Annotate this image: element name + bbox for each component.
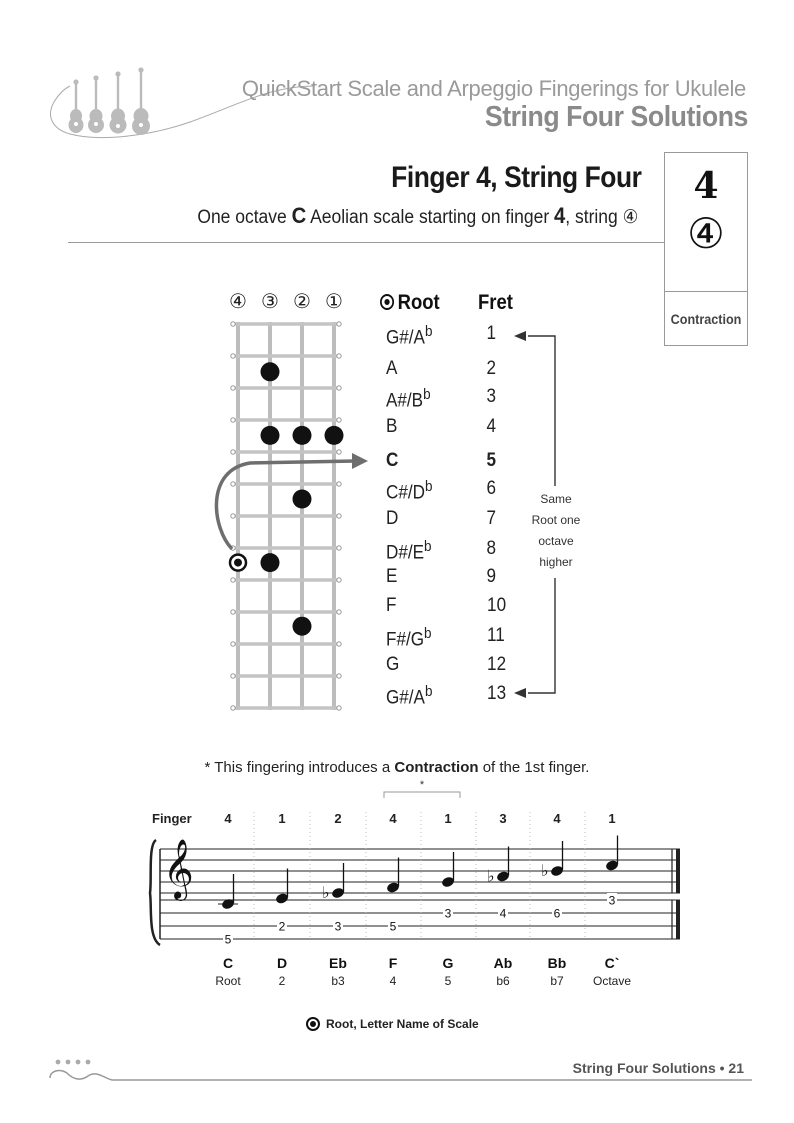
- note-name: D: [386, 508, 399, 529]
- fret-end: [231, 450, 235, 454]
- note-name: E: [386, 566, 398, 587]
- badge-string: ④: [687, 209, 725, 258]
- badge-finger: 4: [693, 165, 719, 207]
- fret-header: Fret: [478, 291, 513, 314]
- shift-arrowhead-icon: [352, 453, 368, 469]
- root-dot-center: [234, 559, 242, 567]
- finger-number: 4: [224, 811, 232, 826]
- scale-degree: 5: [444, 974, 452, 988]
- note-name: F: [386, 595, 397, 616]
- scale-note-name: Bb: [547, 955, 567, 971]
- fret-end: [337, 642, 341, 646]
- note-name: $C\#/D^b$: [386, 478, 433, 504]
- finger-number: 3: [499, 811, 507, 826]
- tab-number: 3: [444, 906, 452, 921]
- finger-row-label: Finger: [152, 811, 192, 826]
- legend: Root, Letter Name of Scale: [306, 1017, 479, 1031]
- root-marker-icon: [380, 294, 394, 310]
- fret-end: [337, 386, 341, 390]
- finger-dot: [293, 490, 312, 509]
- scale-note-name: Ab: [493, 955, 513, 971]
- fret-number: 4: [486, 416, 497, 437]
- fret-end: [337, 418, 341, 422]
- tab-number: 2: [278, 919, 286, 934]
- footnote: * This fingering introduces a Contraction of the 1st finger.: [204, 759, 590, 776]
- note-name: $F\#/G^b$: [386, 625, 432, 651]
- bracket-bottom: [528, 578, 555, 693]
- fret-number: 13: [487, 683, 507, 704]
- scale-degree: 4: [389, 974, 397, 988]
- octave-note: [524, 489, 588, 573]
- contraction-star: *: [419, 779, 425, 791]
- finger-number: 1: [608, 811, 616, 826]
- tab-number: 3: [608, 893, 616, 908]
- scale-note-name: C`: [604, 955, 620, 971]
- fret-number: 5: [486, 450, 497, 471]
- tab-number: 5: [224, 932, 232, 947]
- final-barline-thick: [676, 900, 680, 939]
- fret-number: 2: [486, 358, 497, 379]
- bracket-arrow-icon: [514, 331, 526, 341]
- note-name: B: [386, 416, 398, 437]
- finger-dot: [261, 553, 280, 572]
- finger-dot: [325, 426, 344, 445]
- tab-number: 3: [334, 919, 342, 934]
- bracket-arrow-icon: [514, 688, 526, 698]
- footer-page-label: String Four Solutions • 21: [572, 1060, 744, 1076]
- note-name: C: [386, 450, 399, 471]
- fret-end: [231, 386, 235, 390]
- fret-number: 11: [486, 625, 505, 646]
- octave-note-line: higher: [539, 555, 573, 569]
- fret-end: [337, 706, 341, 710]
- fret-end: [231, 706, 235, 710]
- finger-dot: [261, 426, 280, 445]
- fret-end: [337, 482, 341, 486]
- flat-sign: ♭: [487, 866, 495, 886]
- fret-end: [231, 482, 235, 486]
- scale-note-name: D: [276, 955, 288, 971]
- note-name: $A\#/B^b$: [386, 386, 431, 412]
- fret-end: [231, 322, 235, 326]
- tab-number: 6: [553, 906, 561, 921]
- note-name: $D\#/E^b$: [386, 538, 432, 564]
- finger-dot: [293, 426, 312, 445]
- string-label: ④: [229, 289, 247, 313]
- string-label: ②: [293, 289, 311, 313]
- octave-note-line: Same: [540, 492, 572, 506]
- finger-number: 1: [278, 811, 286, 826]
- fret-number: 9: [486, 566, 497, 587]
- finger-number: 2: [334, 811, 342, 826]
- series-title: QuickStart Scale and Arpeggio Fingerings for Ukulele: [241, 76, 746, 101]
- fret-number: 6: [486, 478, 497, 499]
- fret-end: [231, 642, 235, 646]
- flat-sign: ♭: [322, 883, 330, 902]
- fret-end: [337, 514, 341, 518]
- treble-clef-icon: 𝄞: [163, 839, 194, 899]
- scale-degree: b7: [550, 974, 564, 988]
- fret-end: [231, 354, 235, 358]
- finger-number: 1: [444, 811, 452, 826]
- fret-end: [337, 578, 341, 582]
- fret-end: [337, 450, 341, 454]
- scale-degree: b6: [496, 974, 510, 988]
- string-label: ①: [325, 289, 343, 313]
- note-name: $G\#/A^b$: [386, 323, 433, 349]
- fret-number: 8: [486, 538, 497, 559]
- scale-note-name: G: [442, 955, 454, 971]
- fret-number: 3: [486, 386, 497, 407]
- fret-number: 10: [487, 595, 507, 616]
- contraction-bracket: [384, 792, 460, 798]
- bracket-top: [528, 336, 555, 486]
- fret-end: [231, 418, 235, 422]
- staff-and-tab: [0, 770, 794, 1000]
- scale-degree: 2: [278, 974, 286, 988]
- scale-note-name: C: [222, 955, 234, 971]
- fret-end: [231, 578, 235, 582]
- tab-number: 4: [499, 906, 507, 921]
- system-brace: [150, 840, 160, 945]
- fret-end: [337, 322, 341, 326]
- finger-number: 4: [389, 811, 397, 826]
- octave-note-line: octave: [538, 534, 574, 548]
- fret-end: [231, 514, 235, 518]
- badge-tag: Contraction: [670, 311, 742, 327]
- scale-degree: Root: [215, 974, 241, 988]
- scale-note-name: Eb: [329, 955, 347, 971]
- fret-end: [337, 674, 341, 678]
- fret-end: [337, 610, 341, 614]
- finger-number: 4: [553, 811, 561, 826]
- fret-number: 1: [486, 323, 497, 344]
- note-name: G: [386, 654, 400, 675]
- fret-number: 7: [486, 508, 497, 529]
- tab-number: 5: [389, 919, 397, 934]
- string-label: ③: [261, 289, 279, 313]
- finger-dot: [261, 362, 280, 381]
- fret-end: [337, 354, 341, 358]
- scale-degree: Octave: [592, 974, 632, 988]
- page-title: Finger 4, String Four: [391, 161, 642, 194]
- octave-note-line: Root one: [531, 513, 581, 527]
- scale-degree: b3: [331, 974, 345, 988]
- scale-note-name: F: [388, 955, 398, 971]
- fret-end: [231, 674, 235, 678]
- root-marker-icon: [306, 1017, 320, 1031]
- note-name: $G\#/A^b$: [386, 683, 433, 709]
- fret-number: 12: [487, 654, 507, 675]
- root-header: Root: [380, 291, 440, 315]
- note-name: A: [386, 358, 398, 379]
- fret-end: [337, 546, 341, 550]
- page-subtitle: One octave C Aeolian scale starting on finger 4, string ④: [197, 203, 638, 228]
- flat-sign: ♭: [541, 861, 549, 880]
- final-barline-thick: [676, 849, 680, 893]
- book-title: String Four Solutions: [484, 101, 748, 133]
- finger-dot: [293, 617, 312, 636]
- fret-end: [231, 610, 235, 614]
